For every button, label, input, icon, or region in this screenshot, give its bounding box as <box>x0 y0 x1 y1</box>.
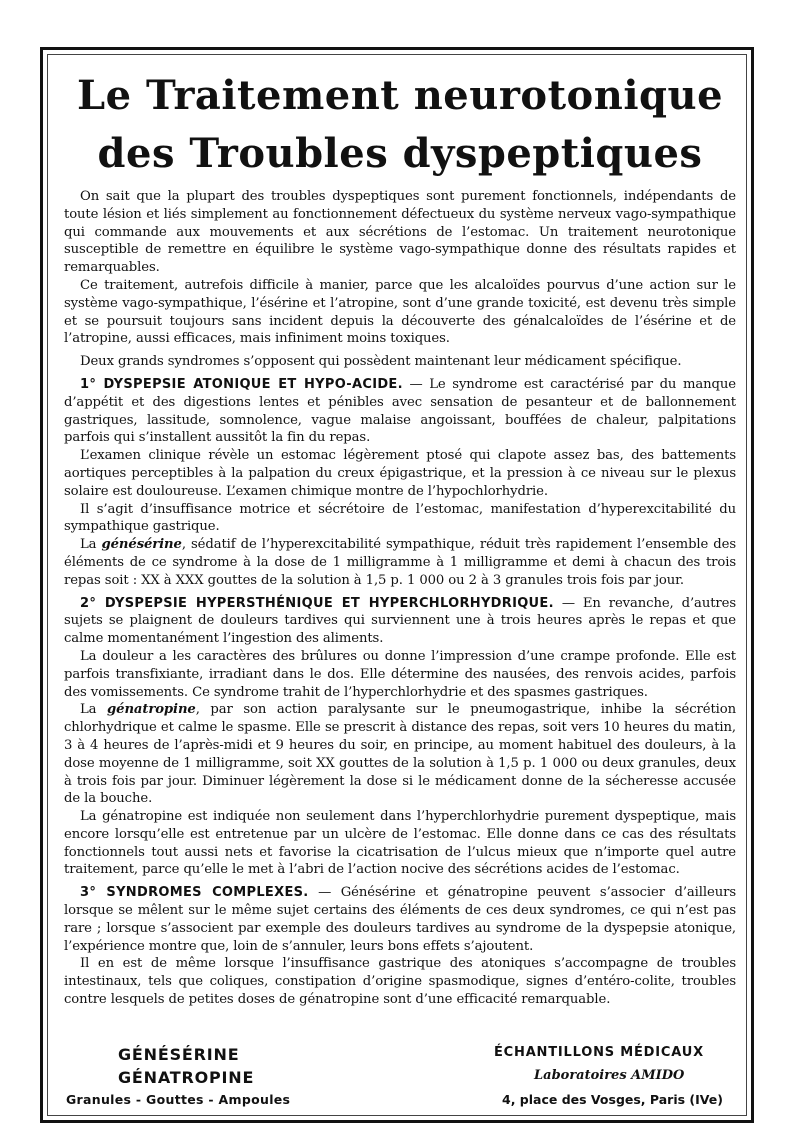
section-3-paragraph-2: Il en est de même lorsque l’insuffisance gastrique des atoniques s’accompagne de troubles intestinaux, tels que coliques, constipation d’origine spasmodique, signes d’entéro-colite, troubles contre lesquels de petites doses de génatropine sont d’une efficacité remarquable. <box>64 956 736 1008</box>
drug-name-genatropine: génatropine <box>107 702 196 718</box>
section-1-heading: 1° DYSPEPSIE ATONIQUE ET HYPO-ACIDE. <box>80 376 403 392</box>
footer-laboratory: Laboratoires AMIDO <box>534 1068 685 1083</box>
section-2-paragraph-2: La douleur a les caractères des brûlures ou donne l’impression d’une crampe profonde. Elle est parfois transfixiante, irradiant dans le dos. Elle détermine des nausées, des renvois acides, parfois des vomissements. Ce syndrome trahit de l’hyperchlorhydrie et des spasmes gastriques. <box>64 648 736 700</box>
section-2-paragraph-4: La génatropine est indiquée non seulement dans l’hyperchlorhydrie purement dyspeptique, mais encore lorsqu’elle est entretenue par un ulcère de l’estomac. Elle donne dans ce cas des résultats fonctionnels tout aussi nets et favorise la cicatrisation de l’ulcus mieux que n’importe quel autre traitement, parce qu’elle le met à l’abri de l’action nocive des sécrétions acides de l’estomac. <box>64 809 736 878</box>
section-1-paragraph-1: 1° DYSPEPSIE ATONIQUE ET HYPO-ACIDE. — Le syndrome est caractérisé par du manque d’appétit et des digestions lentes et pénibles avec sensation de pesanteur et de ballonnement gastriques, lassitude, somnolence, vague malaise angoissant, bouffées de chaleur, palpitations parfois qui s’installent aussitôt la fin du repas. <box>64 376 736 446</box>
footer-product-genatropine: GÉNATROPINE <box>118 1068 255 1087</box>
section-3-paragraph-1: 3° SYNDROMES COMPLEXES. — Génésérine et génatropine peuvent s’associer d’ailleurs lorsque se mêlent sur le même sujet certains des éléments de ces deux syndromes, ce qui n’est pas rare ; lorsque s’associent par exemple des douleurs tardives au syndrome de la dyspepsie atonique, l’expérience montre que, loin de s’annuler, leurs bons effets s’ajoutent. <box>64 885 736 954</box>
section-1-paragraph-4: La génésérine, sédatif de l’hyperexcitabilité sympathique, réduit très rapidement l’ensemble des éléments de ce syndrome à la dose de 1 milligramme à 1 milligramme et demi à chacun des trois repas soit : XX à XXX gouttes de la solution à 1,5 p. 1 000 ou 2 à 3 granules trois fois par jour. <box>64 537 737 588</box>
footer-forms: Granules - Gouttes - Ampoules <box>66 1092 291 1107</box>
title-line-1: Le Traitement neurotonique <box>76 72 724 119</box>
intro-paragraph-3: Deux grands syndromes s’opposent qui possèdent maintenant leur médicament spécifique. <box>80 354 682 370</box>
section-2-paragraph-1: 2° DYSPEPSIE HYPERSTHÉNIQUE ET HYPERCHLORHYDRIQUE. — En revanche, d’autres sujets se plaignent de douleurs tardives qui surviennent une à trois heures après le repas et que calme momentanément l’ingestion des aliments. <box>64 595 736 647</box>
section-2-paragraph-3: La génatropine, par son action paralysante sur le pneumogastrique, inhibe la sécrétion chlorhydrique et calme le spasme. Elle se prescrit à distance des repas, soit vers 10 heures du matin, 3 à 4 heures de l’après-midi et 9 heures du soir, en principe, au moment habituel des douleurs, à la dose moyenne de 1 milligramme, soit XX gouttes de la solution à 1,5 p. 1 000 ou deux granules, deux à trois fois par jour. Diminuer légèrement la dose si le médicament donne de la sécheresse accusée de la bouche. <box>64 702 736 807</box>
intro-paragraph-1: On sait que la plupart des troubles dyspeptiques sont purement fonctionnels, indépendants de toute lésion et liés simplement au fonctionnement défectueux du système nerveux vago-sympathique qui commande aux mouvements et aux sécrétions de l’estomac. Un traitement neurotonique susceptible de remettre en équilibre le système vago-sympathique donne des résultats rapides et remarquables. <box>64 189 736 276</box>
drug-name-geneserine: génésérine <box>101 537 182 553</box>
footer-address: 4, place des Vosges, Paris (IVe) <box>502 1092 723 1107</box>
footer-product-geneserine: GÉNÉSÉRINE <box>118 1045 240 1064</box>
section-1-paragraph-2: L’examen clinique révèle un estomac légèrement ptosé qui clapote assez bas, des battements aortiques perceptibles à la palpation du creux épigastrique, et la pression à ce niveau sur le plexus solaire est douloureuse. L’examen chimique montre de l’hypochlorhydrie. <box>64 448 736 499</box>
intro-paragraph-2: Ce traitement, autrefois difficile à manier, parce que les alcaloïdes pourvus d’une action sur le système vago-sympathique, l’ésérine et l’atropine, sont d’une grande toxicité, est devenu très simple et se poursuit toujours sans incident depuis la découverte des génalcaloïdes de l’ésérine et de l’atropine, aussi efficaces, mais infiniment moins toxiques. <box>64 277 736 347</box>
footer-samples-label: ÉCHANTILLONS MÉDICAUX <box>494 1045 704 1060</box>
section-2-heading: 2° DYSPEPSIE HYPERSTHÉNIQUE ET HYPERCHLORHYDRIQUE. <box>80 595 554 611</box>
article-body <box>64 188 736 1009</box>
section-3-heading: 3° SYNDROMES COMPLEXES. <box>80 885 309 901</box>
title-line-2: des Troubles dyspeptiques <box>97 130 703 177</box>
section-1-paragraph-3: Il s’agit d’insuffisance motrice et sécrétoire de l’estomac, manifestation d’hyperexcitabilité du sympathique gastrique. <box>64 501 736 535</box>
